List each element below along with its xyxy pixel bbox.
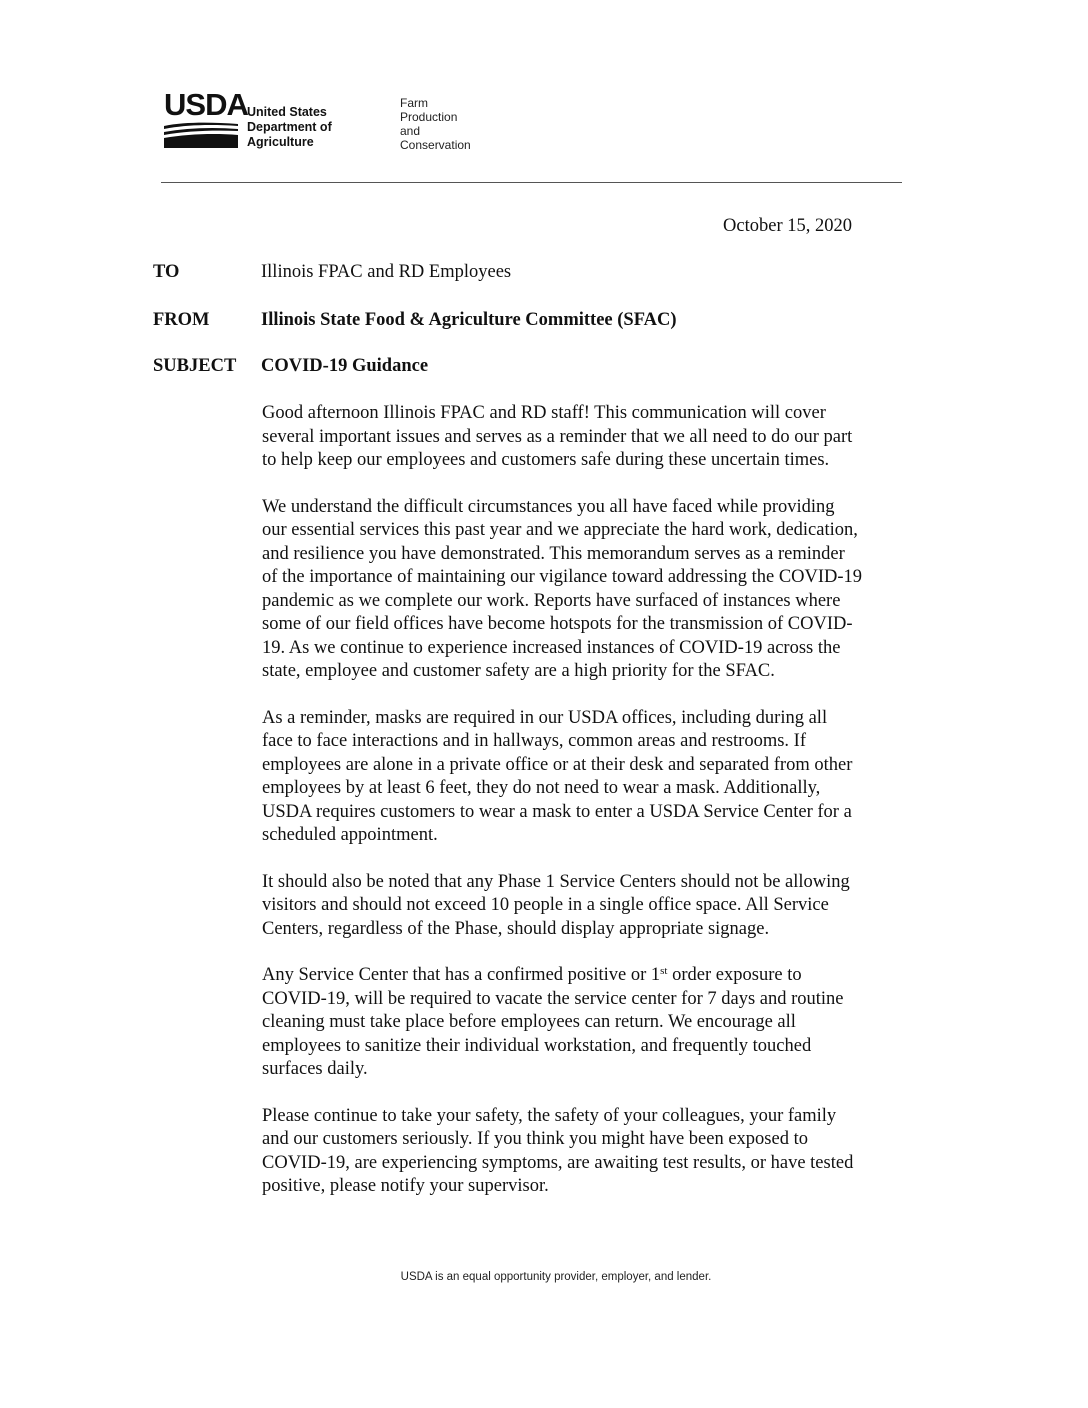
body-text: Any Service Center that has a confirmed positive or 1 [262, 965, 661, 985]
body-line: Good afternoon Illinois FPAC and RD staff! This communication will cover [262, 403, 826, 423]
body-line: some of our field offices have become hotspots for the transmission of COVID- [262, 614, 853, 634]
usda-logo [164, 87, 248, 152]
subject-value: COVID-19 Guidance [261, 356, 429, 376]
equal-opportunity-footer: USDA is an equal opportunity provider, employer, and lender. [400, 1271, 712, 1283]
body-line: our essential services this past year and we appreciate the hard work, dedication, [262, 520, 858, 540]
body-paragraph-vigilance [262, 496, 932, 684]
from-label: FROM [153, 310, 210, 330]
body-line: several important issues and serves as a reminder that we all need to do our part [262, 426, 853, 447]
body-line: COVID-19, are experiencing symptoms, are awaiting test results, or have tested [262, 1152, 854, 1173]
mission-area-line: Conservation [400, 138, 471, 152]
ordinal-suffix: st [660, 965, 668, 977]
body-line: USDA requires customers to wear a mask to enter a USDA Service Center for a [262, 801, 852, 822]
body-line: cleaning must take place before employees can return. We encourage all [262, 1012, 796, 1032]
from-value: Illinois State Food & Agriculture Committee (SFAC) [261, 310, 677, 330]
body-line: surfaces daily. [262, 1059, 368, 1079]
body-line: visitors and should not exceed 10 people in a single office space. All Service [262, 895, 829, 915]
department-name-line: Department of [247, 120, 332, 134]
to-value: Illinois FPAC and RD Employees [261, 262, 512, 282]
body-line: Please continue to take your safety, the safety of your colleagues, your family [262, 1105, 837, 1126]
body-line: We understand the difficult circumstances you all have faced while providing [262, 496, 835, 517]
body-line: and our customers seriously. If you think you might have been exposed to [262, 1129, 808, 1149]
usda-logo-wordmark: USDA [164, 87, 248, 122]
body-line: positive, please notify your supervisor. [262, 1176, 549, 1196]
department-name-line: Agriculture [247, 135, 314, 149]
body-line: and resilience you have demonstrated. This memorandum serves as a reminder [262, 543, 845, 564]
body-line: scheduled appointment. [262, 825, 438, 845]
body-paragraph-greeting [262, 402, 932, 473]
body-line: COVID-19, will be required to vacate the service center for 7 days and routine [262, 988, 844, 1009]
body-line: Centers, regardless of the Phase, should display appropriate signage. [262, 918, 770, 939]
body-line: of the importance of maintaining our vigilance toward addressing the COVID-19 [262, 567, 863, 587]
body-line: 19. As we continue to experience increased instances of COVID-19 across the [262, 637, 841, 658]
body-line: employees to sanitize their individual workstation, and frequently touched [262, 1035, 812, 1056]
body-line: face to face interactions and in hallways, common areas and restrooms. If [262, 731, 806, 751]
body-paragraph-masks [262, 707, 932, 848]
body-line: employees by at least 6 feet, they do not need to wear a mask. Additionally, [262, 778, 821, 798]
body-line: state, employee and customer safety are a high priority for the SFAC. [262, 661, 775, 681]
department-name [247, 105, 332, 150]
body-line: pandemic as we complete our work. Reports have surfaced of instances where [262, 590, 841, 611]
memo-body [262, 402, 932, 1222]
letterhead-divider [161, 182, 902, 183]
memo-date: October 15, 2020 [723, 216, 852, 236]
body-line [262, 964, 932, 988]
body-text: order exposure to [667, 965, 802, 985]
mission-area-line: Production [400, 110, 458, 124]
body-line: As a reminder, masks are required in our USDA offices, including during all [262, 707, 828, 728]
mission-area-line: Farm [400, 96, 428, 110]
subject-label: SUBJECT [153, 356, 237, 376]
body-paragraph-exposure [262, 964, 932, 1082]
usda-landscape-icon [164, 122, 238, 148]
body-line: employees are alone in a private office or at their desk and separated from other [262, 754, 853, 775]
body-paragraph-phase1 [262, 871, 932, 942]
body-paragraph-closing [262, 1105, 932, 1199]
body-line: It should also be noted that any Phase 1 Service Centers should not be allowing [262, 871, 850, 892]
mission-area-line: and [400, 124, 421, 138]
body-line: to help keep our employees and customers safe during these uncertain times. [262, 450, 830, 470]
department-name-line: United States [247, 105, 327, 119]
mission-area-name [400, 96, 471, 152]
to-label: TO [153, 262, 180, 282]
